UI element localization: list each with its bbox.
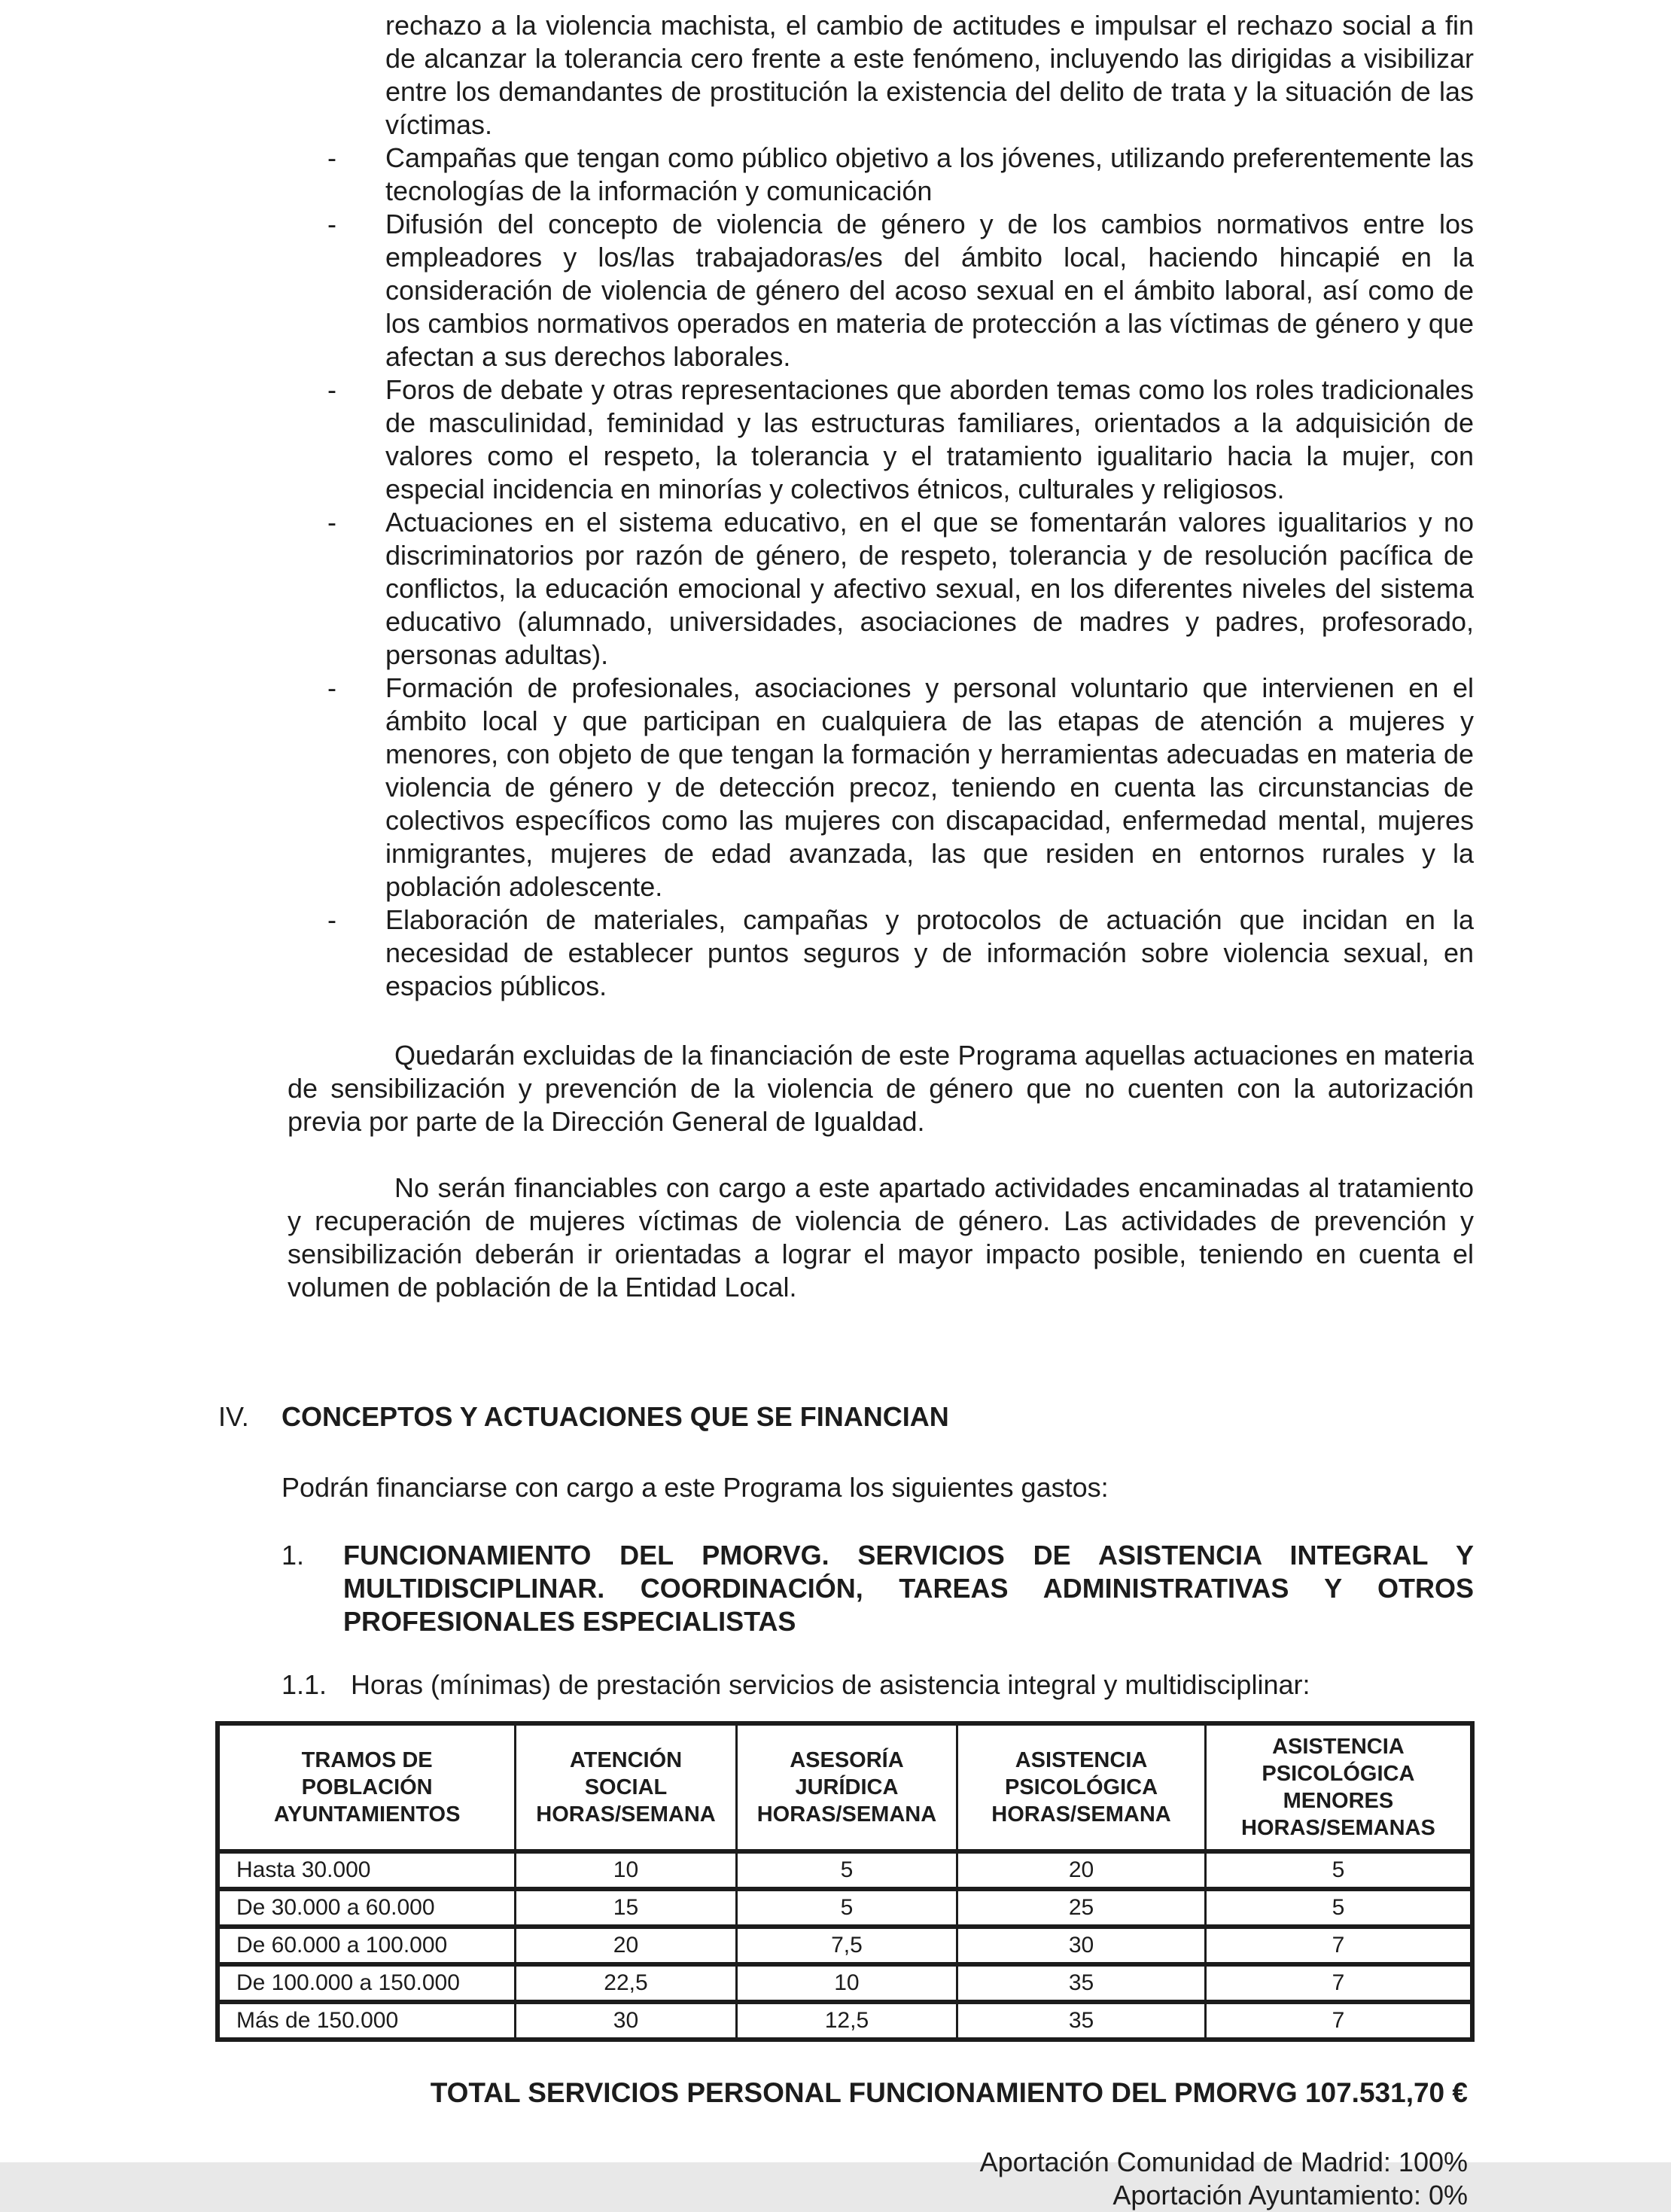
table-cell: 25 <box>957 1889 1206 1927</box>
table-cell: De 100.000 a 150.000 <box>218 1964 516 2002</box>
list-item <box>327 506 1474 672</box>
section-number: IV. <box>218 1401 249 1432</box>
paragraph-non-financable: No serán financiables con cargo a este apartado actividades encaminadas al tratamiento y recuperación de mujeres víctimas de violencia de género. Las actividades de prevención y sensibilización deberán ir orientadas a lograr el mayor impacto posible, teniendo en cuenta el volumen de población de la Entidad Local. <box>288 1172 1474 1303</box>
numbered-heading-1 <box>282 1539 1474 1638</box>
list-item <box>327 903 1474 1003</box>
table-header-row <box>218 1723 1472 1851</box>
bullet-list <box>218 142 1474 1003</box>
subitem-text: Horas (mínimas) de prestación servicios de asistencia integral y multidisciplinar: <box>351 1669 1310 1700</box>
contribution-line-madrid: Aportación Comunidad de Madrid: 100% <box>979 2146 1468 2177</box>
list-item <box>327 672 1474 903</box>
table-cell: 22,5 <box>516 1964 736 2002</box>
section-title: CONCEPTOS Y ACTUACIONES QUE SE FINANCIAN <box>282 1401 949 1432</box>
table-cell: 30 <box>516 2002 736 2040</box>
item-title: FUNCIONAMIENTO DEL PMORVG. SERVICIOS DE ASISTENCIA INTEGRAL Y MULTIDISCIPLINAR. COORDINACIÓN, TAREAS ADMINISTRATIVAS Y OTROS PROFESIONALES ESPECIALISTAS <box>343 1540 1474 1637</box>
item-number: 1. <box>282 1540 305 1571</box>
table-cell: De 30.000 a 60.000 <box>218 1889 516 1927</box>
hours-table <box>215 1721 1475 2042</box>
list-item-text: Actuaciones en el sistema educativo, en el que se fomentarán valores igualitarios y no discriminatorios por razón de género, de respeto, tolerancia y de resolución pacífica de conflictos, la educación emocional y afectivo sexual, en los diferentes niveles del sistema educativo (alumnado, universidades, asociaciones de madres y padres, profesorado, personas adultas). <box>385 507 1474 670</box>
table-cell: Hasta 30.000 <box>218 1851 516 1889</box>
list-item-text: Foros de debate y otras representaciones que aborden temas como los roles tradicionales de masculinidad, feminidad y las estructuras familiares, orientados a la adquisición de valores como el respeto, la tolerancia y el tratamiento igualitario hacia la mujer, con especial incidencia en minorías y colectivos étnicos, culturales y religiosos. <box>385 374 1474 504</box>
table-cell: De 60.000 a 100.000 <box>218 1927 516 1964</box>
list-item-text: Elaboración de materiales, campañas y protocolos de actuación que incidan en la necesidad de establecer puntos seguros y de información sobre violencia sexual, en espacios públicos. <box>385 904 1474 1001</box>
table-row <box>218 2002 1472 2040</box>
table-cell: 30 <box>957 1927 1206 1964</box>
total-line: TOTAL SERVICIOS PERSONAL FUNCIONAMIENTO DEL PMORVG 107.531,70 € <box>430 2077 1468 2108</box>
table-cell: 5 <box>1205 1889 1472 1927</box>
table-cell: 7 <box>1205 1927 1472 1964</box>
table-cell: 10 <box>516 1851 736 1889</box>
bullet-dash: - <box>327 209 336 239</box>
table-header-cell: ASESORÍA JURÍDICA HORAS/SEMANA <box>736 1723 957 1851</box>
table-cell: 5 <box>736 1851 957 1889</box>
table-cell: 35 <box>957 1964 1206 2002</box>
table-cell: Más de 150.000 <box>218 2002 516 2040</box>
table-row <box>218 1851 1472 1889</box>
table-cell: 20 <box>516 1927 736 1964</box>
table-cell: 5 <box>1205 1851 1472 1889</box>
bullet-dash: - <box>327 672 336 703</box>
table-cell: 7 <box>1205 1964 1472 2002</box>
list-item-text: Campañas que tengan como público objetivo a los jóvenes, utilizando preferentemente las tecnologías de la información y comunicación <box>385 142 1474 206</box>
subitem-number: 1.1. <box>282 1669 327 1700</box>
list-item-continuation: rechazo a la violencia machista, el cambio de actitudes e impulsar el rechazo social a fin de alcanzar la tolerancia cero frente a este fenómeno, incluyendo las dirigidas a visibilizar entre los demandantes de prostitución la existencia del delito de trata y la situación de las víctimas. <box>385 10 1474 140</box>
subitem-heading-1-1 <box>282 1668 1474 1702</box>
table-row <box>218 1927 1472 1964</box>
bullet-dash: - <box>327 904 336 935</box>
table-cell: 35 <box>957 2002 1206 2040</box>
list-item <box>327 142 1474 208</box>
table-cell: 7 <box>1205 2002 1472 2040</box>
intro-paragraph: Podrán financiarse con cargo a este Programa los siguientes gastos: <box>282 1472 1109 1503</box>
table-cell: 12,5 <box>736 2002 957 2040</box>
table-header-cell: ASISTENCIA PSICOLÓGICA MENORES HORAS/SEMANAS <box>1205 1723 1472 1851</box>
list-item <box>327 373 1474 506</box>
table-cell: 20 <box>957 1851 1206 1889</box>
table-header-cell: ASISTENCIA PSICOLÓGICA HORAS/SEMANA <box>957 1723 1206 1851</box>
table-header-cell: ATENCIÓN SOCIAL HORAS/SEMANA <box>516 1723 736 1851</box>
section-heading <box>218 1400 1474 1434</box>
table-cell: 5 <box>736 1889 957 1927</box>
table-cell: 15 <box>516 1889 736 1927</box>
table-row <box>218 1889 1472 1927</box>
list-item-text: Difusión del concepto de violencia de género y de los cambios normativos entre los empleadores y los/las trabajadoras/es del ámbito local, haciendo hincapié en la consideración de violencia de género del acoso sexual en el ámbito laboral, así como de los cambios normativos operados en materia de protección a las víctimas de género y que afectan a sus derechos laborales. <box>385 209 1474 372</box>
list-item-text: Formación de profesionales, asociaciones y personal voluntario que intervienen en el ámbito local y que participan en cualquiera de las etapas de atención a mujeres y menores, con objeto de que tengan la formación y herramientas adecuadas en materia de violencia de género y de detección precoz, teniendo en cuenta las circunstancias de colectivos específicos como las mujeres con discapacidad, enfermedad mental, mujeres inmigrantes, mujeres de edad avanzada, las que residen en entornos rurales y la población adolescente. <box>385 672 1474 902</box>
bullet-dash: - <box>327 374 336 405</box>
bullet-dash: - <box>327 142 336 173</box>
table-cell: 7,5 <box>736 1927 957 1964</box>
table-cell: 10 <box>736 1964 957 2002</box>
contribution-line-ayuntamiento: Aportación Ayuntamiento: 0% <box>1112 2180 1468 2210</box>
table-row <box>218 1964 1472 2002</box>
list-item <box>327 208 1474 373</box>
table-header-cell: TRAMOS DE POBLACIÓN AYUNTAMIENTOS <box>218 1723 516 1851</box>
bullet-dash: - <box>327 507 336 538</box>
paragraph-exclusion: Quedarán excluidas de la financiación de este Programa aquellas actuaciones en materia de sensibilización y prevención de la violencia de género que no cuenten con la autorización previa por parte de la Dirección General de Igualdad. <box>288 1040 1474 1137</box>
